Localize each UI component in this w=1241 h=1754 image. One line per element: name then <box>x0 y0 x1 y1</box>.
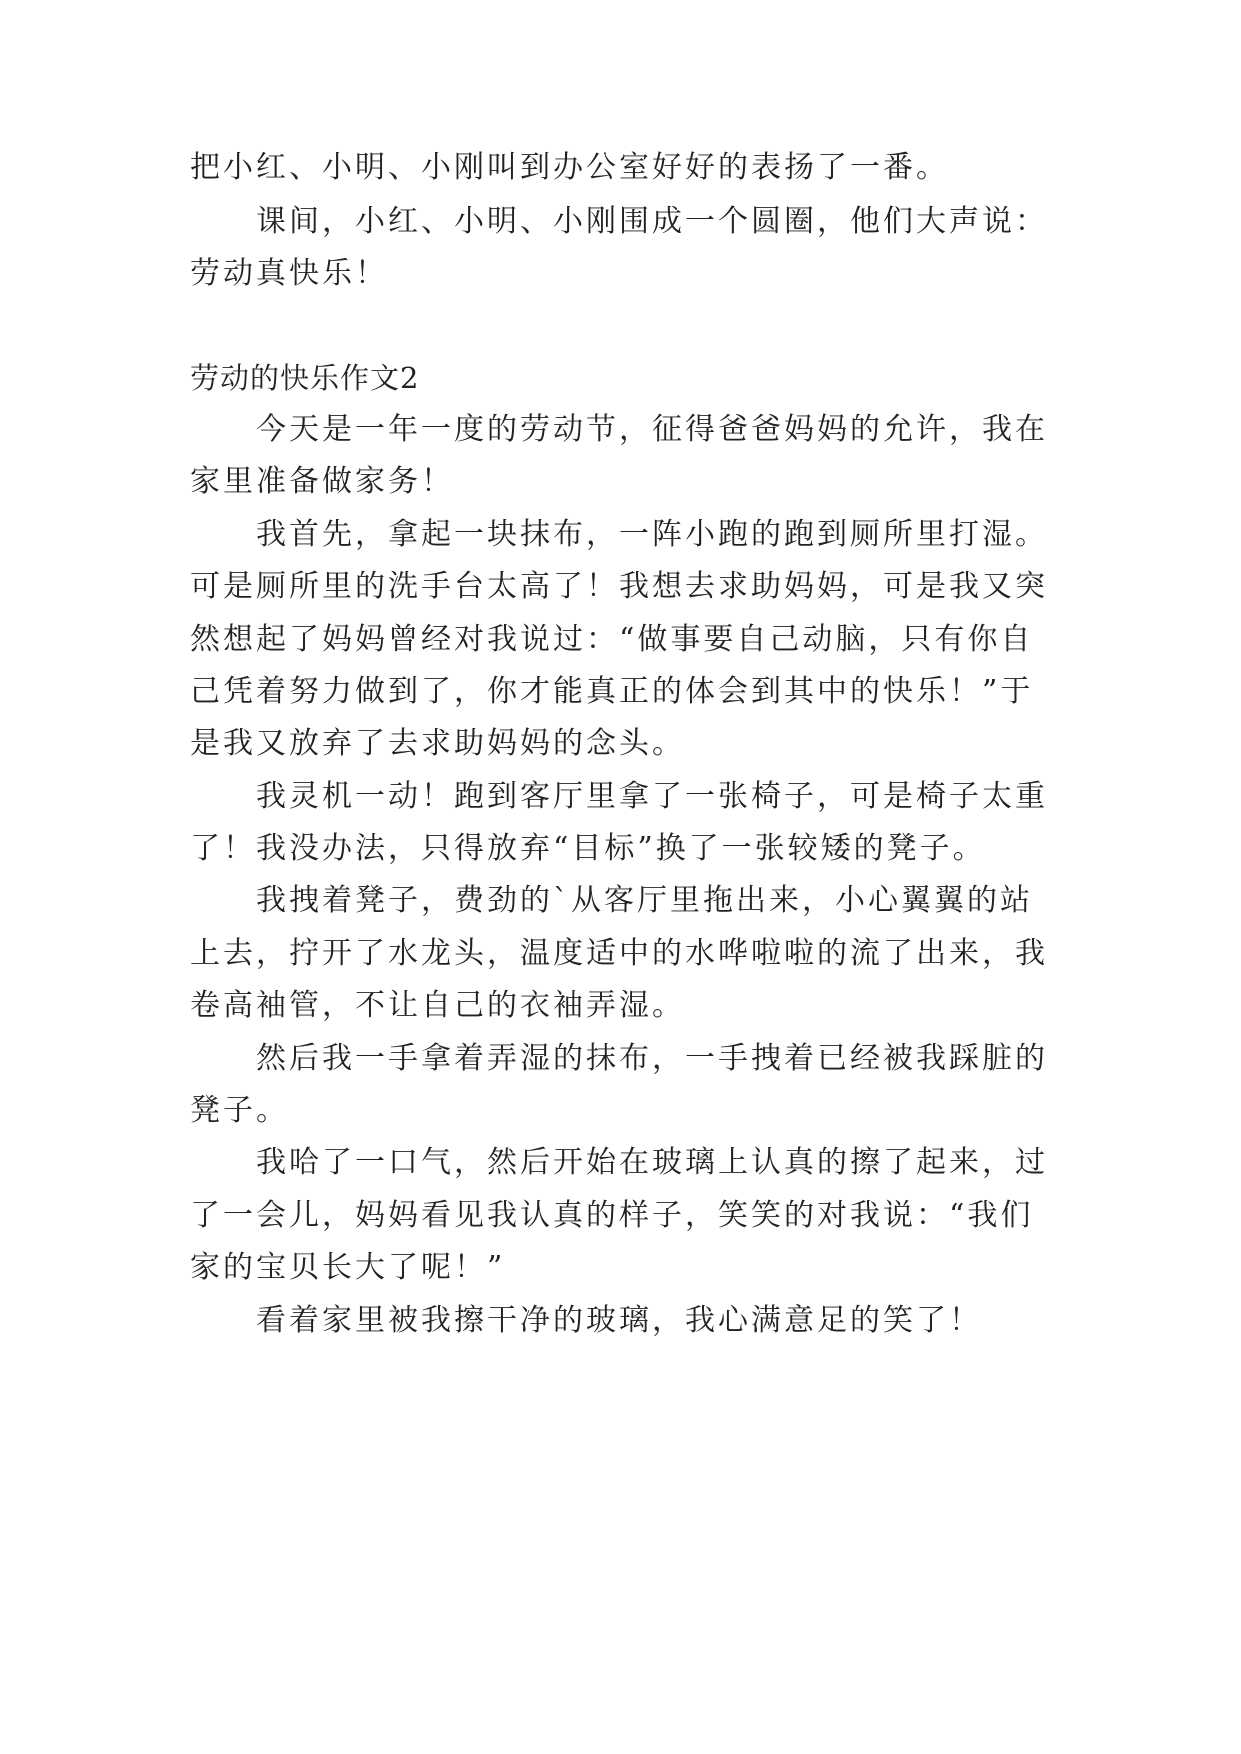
paragraph-line: 卷高袖管，不让自己的衣袖弄湿。 <box>190 988 685 1023</box>
paragraph-line: 我首先，拿起一块抹布，一阵小跑的跑到厕所里打湿。 <box>256 517 1048 552</box>
paragraph-line: 可是厕所里的洗手台太高了！我想去求助妈妈，可是我又突 <box>190 569 1048 604</box>
paragraph-line: 看着家里被我擦干净的玻璃，我心满意足的笑了！ <box>256 1303 982 1338</box>
paragraph-line: 家的宝贝长大了呢！” <box>190 1250 506 1285</box>
paragraph-line: 凳子。 <box>190 1093 289 1128</box>
paragraph-line: 我灵机一动！跑到客厅里拿了一张椅子，可是椅子太重 <box>256 779 1048 814</box>
paragraph-line: 我拽着凳子，费劲的`从客厅里拖出来，小心翼翼的站 <box>256 883 1033 918</box>
paragraph-line: 把小红、小明、小刚叫到办公室好好的表扬了一番。 <box>190 150 949 185</box>
paragraph-line: 劳动真快乐！ <box>190 256 388 291</box>
paragraph-line: 然后我一手拿着弄湿的抹布，一手拽着已经被我踩脏的 <box>256 1041 1048 1076</box>
paragraph-line: 我哈了一口气，然后开始在玻璃上认真的擦了起来，过 <box>256 1145 1048 1180</box>
paragraph-line: 课间，小红、小明、小刚围成一个圆圈，他们大声说： <box>256 204 1048 239</box>
paragraph-line: 己凭着努力做到了，你才能真正的体会到其中的快乐！”于 <box>190 674 1034 709</box>
paragraph-line: 了！我没办法，只得放弃“目标”换了一张较矮的凳子。 <box>190 831 986 866</box>
paragraph-line: 了一会儿，妈妈看见我认真的样子，笑笑的对我说：“我们 <box>190 1198 1034 1233</box>
paragraph-line: 今天是一年一度的劳动节，征得爸爸妈妈的允许，我在 <box>256 412 1048 447</box>
paragraph-line: 然想起了妈妈曾经对我说过：“做事要自己动脑，只有你自 <box>190 622 1034 657</box>
paragraph-line: 是我又放弃了去求助妈妈的念头。 <box>190 726 685 761</box>
section-heading: 劳动的快乐作文2 <box>190 361 420 395</box>
paragraph-line: 家里准备做家务！ <box>190 464 454 499</box>
paragraph-line: 上去，拧开了水龙头，温度适中的水哗啦啦的流了出来，我 <box>190 936 1048 971</box>
